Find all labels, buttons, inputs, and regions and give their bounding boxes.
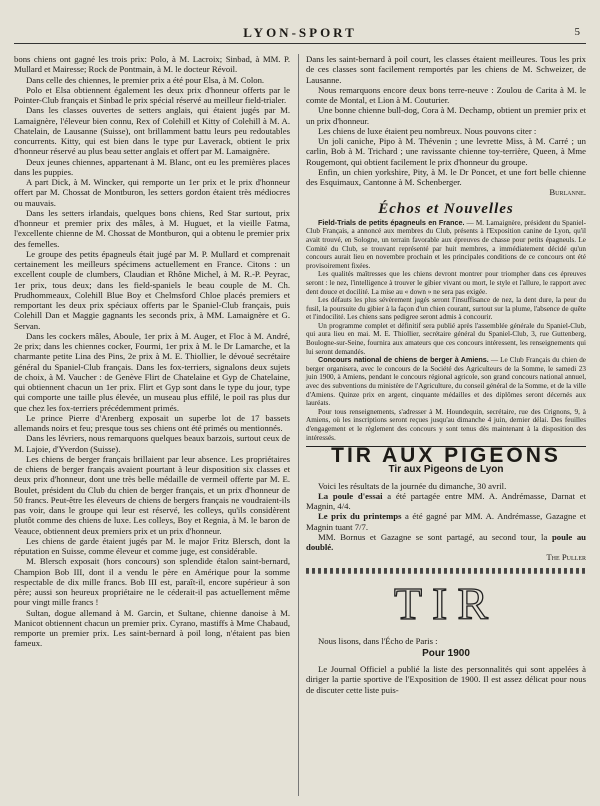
result-paragraph — [306, 511, 586, 532]
paragraph-text: Dans les lévriers, nous remarquons quelques beaux barzois, surtout ceux de M. Lajoie, d'Yverdon (Suisse). — [14, 433, 290, 454]
paragraph-text: Une bonne chienne bull-dog, Cora à M. Dechamp, obtient un premier prix et un prix d'honneur. — [306, 105, 586, 126]
paragraph-text: Dans les setters irlandais, quelques bons chiens, Red Star surtout, prix d'honneur et premier prix des mâles, à M. Huguet, et la vieille Fatma, l'excellente chienne de M. Chossat de Montburon, qui a obtenu le premier prix des femelles. — [14, 207, 290, 249]
pigeons-subtitle: Tir aux Pigeons de Lyon — [388, 464, 504, 476]
paragraph-text: Dans les saint-bernard à poil court, les classes étaient meilleures. Tous les prix de ces classes sont facilement remportés par les chiens de M. Schweizer, de Lausanne. — [306, 54, 586, 85]
paragraph-text: Un programme complet et définitif sera publié après l'assemblée générale du Spaniel-Club, qui aura lieu en mai. M. E. Thiollier, secrétaire général du Spaniel-Club, 3, rue Guttenberg, Boulogne-sur-Seine, fournira aux amateurs que ces concours intéressent, les renseignements qui lui seront demandés. — [306, 321, 586, 356]
paragraph-text: Polo et Elsa obtiennent également les deux prix d'honneur offerts par le Pointer-Club français et Sinbad le prix spécial réservé au meilleur field-trialer. — [14, 84, 290, 105]
paragraph-text: A part Dick, à M. Wincker, qui remporte un 1er prix et le prix d'honneur offert par M. Chossat de Montburon, les setters gordon étaient très médiocres ou mauvais. — [14, 177, 290, 208]
paragraph-text: Voici les résultats de la journée du dimanche, 30 avril. — [318, 480, 507, 491]
article-paragraph — [14, 454, 290, 536]
prize-name: poule au doublé. — [306, 531, 586, 553]
paragraph-text: Les qualités maîtresses que les chiens devront montrer pour triompher dans ces épreuves seront : le nez, l'intelligence à trouver le gibier vivant ou mort, le style et l'allure, le rapport avec dent douce et docilité. La mise au « down » ne sera pas exigée. — [306, 270, 586, 296]
article-paragraph — [14, 105, 290, 156]
article-paragraph — [14, 433, 290, 454]
article-paragraph — [14, 75, 290, 85]
article-paragraph — [14, 85, 290, 106]
paragraph-text: MM. Bornus et Gazagne se sont partagé, au second tour, la — [318, 531, 552, 542]
paragraph-text: Le prince Pierre d'Arenberg exposait un superbe lot de 17 bassets allemands noirs et feu; presque tous ses chiens ont été primés ou mentionnés. — [14, 412, 290, 433]
pigeons-section — [306, 481, 586, 553]
paragraph-text: a été partagée entre MM. A. Andrémasse, Darnat et Magnin, 4/4. — [306, 490, 586, 512]
article-paragraph — [306, 126, 586, 136]
prize-name: La poule d'essai — [318, 490, 383, 501]
masthead — [14, 22, 586, 44]
article-paragraph — [14, 556, 290, 607]
article-paragraph — [14, 208, 290, 249]
column-divider — [298, 54, 299, 796]
paragraph-text: bons chiens ont gagné les trois prix: Polo, à M. Lacroix; Sinbad, à MM. P. Mullard et Mairesse; Rock de Pontmain, à M. le docteur Révoil. — [14, 54, 290, 75]
article-paragraph — [14, 54, 290, 75]
paragraph-text: Sultan, dogue allemand à M. Garcin, et Sultane, chienne danoise à M. Manicot obtiennent chacun un premier prix. Cyrano, mastiffs à Mme Chabaud, remporte un premier prix. Les saint-bernard à poil long, n'étaient pas bien fameux. — [14, 607, 290, 649]
paragraph-text: Pour tous renseignements, s'adresser à M. Houndequin, secrétaire, rue des Crignons, 9, à Amiens, où les inscriptions seront reçues jusqu'au dimanche 4 juin, dernier délai. Des feuilles d'engagement et le règlement des concours y sont tenus dès maintenant à la disposition des intéressés. — [306, 407, 586, 442]
pigeons-banner: TIR AUX PIGEONS — [331, 444, 561, 468]
left-column — [14, 54, 290, 649]
paragraph-text: Les chiens de luxe étaient peu nombreux. Nous pouvons citer : — [318, 125, 537, 136]
article-paragraph — [14, 157, 290, 178]
dog-show-continuation — [306, 54, 586, 187]
pigeons-signature: The Puller — [546, 552, 586, 563]
header-rule — [14, 43, 586, 44]
paragraph-text: Le groupe des petits épagneuls était jugé par M. P. Mullard et comprenait certainement les meilleurs spécimens actuellement en France. Citons : un excellent couple de clumbers, Claudian et Rhône Michel, à M. R.-P. Peyrac, 1er prix, tous deux; dans les field-spaniels le beau couple de M. Ch. Prudhommeaux, Colehill Blue Boy et Chelmsford Chloe placés premiers et remportant les deux prix spéciaux offerts par le Spaniel-Club français, puis Colehill Dan et Maggie gagnants les seconds prix, à MM. Lamaignère et G. Servan. — [14, 248, 290, 331]
tir-paragraph: Le Journal Officiel a publié la liste des personnalités qui sont appelées à diriger la partie sportive de l'Exposition de 1900. Il est assez délicat pour nous de discuter cette liste puis- — [306, 664, 586, 695]
echos-heading: Échos et Nouvelles — [378, 200, 514, 217]
article-paragraph — [14, 536, 290, 557]
news-item — [306, 219, 586, 271]
paragraph-text: Dans les classes ouvertes de setters anglais, qui étaient jugés par M. Lamaignère, l'éleveur bien connu, Rex of Colehill et Kitty of Colehill à M. A. Chatelain, de Lausanne (Suisse), ont brillamment battu leurs peu redoutables concurrents. Kitty, qui est bien dans le type pur Laverack, obtient le prix d'honneur réservé au plus beau setter anglais et offert par M. Lamaignère. — [14, 105, 290, 157]
paragraph-text: Deux jeunes chiennes, appartenant à M. Blanc, ont eu les premières places dans les puppies. — [14, 156, 290, 177]
news-headline: Field-Trials de petits épagneuls en France. — [318, 217, 465, 227]
article-paragraph — [14, 413, 290, 434]
paragraph-text: Les défauts les plus sévèrement jugés seront l'insuffisance de nez, la dent dure, la peur du fusil, la poursuite du gibier à la façon d'un chien courant, surtout sur la plume, l'absence de quête et l'indocilité. Les chiens sans pedigree seront admis à concourir. — [306, 296, 586, 322]
article-signature: Burlanne. — [549, 187, 586, 198]
result-paragraph — [306, 532, 586, 553]
echos-section — [306, 219, 586, 442]
news-headline: Concours national de chiens de berger à Amiens. — [318, 355, 489, 365]
article-paragraph — [306, 105, 586, 126]
article-paragraph — [306, 85, 586, 106]
paragraph-text: Les chiens de garde étaient jugés par M. le major Fritz Blersch, dont la réputation en Suisse, comme éleveur et comme juge, est considérable. — [14, 535, 290, 556]
article-paragraph — [306, 167, 586, 188]
article-paragraph — [14, 177, 290, 208]
page-number: 5 — [574, 26, 580, 38]
article-paragraph — [306, 54, 586, 85]
article-paragraph — [306, 136, 586, 167]
news-item — [306, 356, 586, 408]
paragraph-text: Enfin, un chien yorkshire, Pity, à M. le Dr Poncet, et une fort belle chienne des Esquimaux, Cantonne à M. Schenberger. — [306, 166, 586, 187]
article-paragraph — [14, 608, 290, 649]
paragraph-text: — Le Club Français du chien de berger organisera, avec le concours de la Société des Agriculteurs de la Somme, le samedi 23 juin 1900, à Amiens, pendant le concours régional agricole, son grand concours national annuel, avec des subventions du ministère de l'Agriculture, du conseil général de la Somme, et de la ville d'Amiens. Quinze prix en argent, cinquante médailles et des diplômes seront décernés aux lauréats. — [306, 356, 586, 408]
paragraph-text: Nous remarquons encore deux bons terre-neuve : Zoulou de Carita à M. le comte de Montal, et Lion à M. Couturier. — [306, 84, 586, 105]
ornamental-rule — [306, 568, 586, 574]
paragraph-text: Dans celle des chiennes, le premier prix a été pour Elsa, à M. Colon. — [26, 74, 265, 85]
page-title: LYON-SPORT — [243, 25, 357, 40]
news-item — [306, 296, 586, 322]
paragraph-text: Un joli caniche, Pipo à M. Thévenin ; une levrette Miss, à M. Carré ; un carlin, Bob à M. Trichard ; une ravissante chienne toy-terrière, Queen, à Mme Rougemont, qui obtient facilement le prix d'honneur du groupe. — [306, 136, 586, 167]
article-paragraph — [14, 331, 290, 413]
paragraph-text: M. Blersch exposait (hors concours) son splendide étalon saint-bernard, Champion Bob III, dont il a vendu le père en Amérique pour la somme respectable de dix mille francs. Bob III est, paraît-il, encore supérieur à son père; aussi son heureux propriétaire ne le céderait-il pas actuellement même pour vingt mille francs ! — [14, 556, 290, 608]
news-item — [306, 270, 586, 296]
paragraph-text: Les chiens de berger français brillaient par leur absence. Les propriétaires de chiens de berger français avaient pourtant à leur disposition six classes et deux prix d'honneur, dont une très belle médaille de vermeil offerte par M. E. Boulet, président du Club du chien de berger français, et un prix d'honneur de 50 francs. Peut-être les éleveurs de chiens de bergers français ne voudraient-ils pas voir, dans le groupe qui leur est réservé, les colleys, qu'ils considèrent plutôt comme des chiens de luxe. Les colleys, Boy et Regnia, à M. le baron de Veauce, obtiennent deux premiers prix et un prix d'honneur. — [14, 453, 290, 536]
right-column — [306, 54, 586, 695]
result-paragraph — [306, 481, 586, 491]
paragraph-text: — M. Lamaignère, président du Spaniel-Club Français, a annoncé aux membres du Club, présents à l'Exposition canine de Lyon, qu'il avait trouvé, en Sologne, un terrain favorable aux épreuves de chasse pour petits épagneuls. Le Comité du Club, se trouvant représenté par huit membres, a immédiatement décidé qu'un concours aurait lieu en novembre prochain et les principales conditions de ce concours ont été provisoirement fixées. — [306, 218, 586, 270]
paragraph-text: a été gagné par MM. A. Andrémasse, Gazagne et Magnin tuant 7/7. — [306, 511, 586, 532]
paragraph-text: Dans les cockers mâles, Aboule, 1er prix à M. Auger, et Floc à M. André, 2e prix; dans les chiennes cocker, Fourmi, 1er prix à M. le Dr Lamarche, et la charmante petite Lina des Pins, 2e prix à M. E. Thiollier, le dévoué secrétaire général du Spaniel-Club français. Dans les fox-terriers, signalons deux sujets de choix, à M. Vaucher : de Genève Flirt de Chatelaine et Gyp de Chatelaine, qui obtiennent chacun un 1er prix. Flirt et Gyp sont dans le type du jour, type qui comporte une taille plus élevée, un museau plus effilé, le poil ras plus dur que chez les fox-terriers précédemment primés. — [14, 330, 290, 413]
news-item — [306, 408, 586, 442]
tir-banner: TIR — [393, 577, 499, 629]
article-paragraph — [14, 249, 290, 331]
prize-name: Le prix du printemps — [318, 511, 402, 522]
news-item — [306, 322, 586, 356]
tir-subtitle: Pour 1900 — [422, 647, 470, 659]
tir-intro: Nous lisons, dans l'Écho de Paris : — [318, 635, 438, 646]
result-paragraph — [306, 491, 586, 512]
